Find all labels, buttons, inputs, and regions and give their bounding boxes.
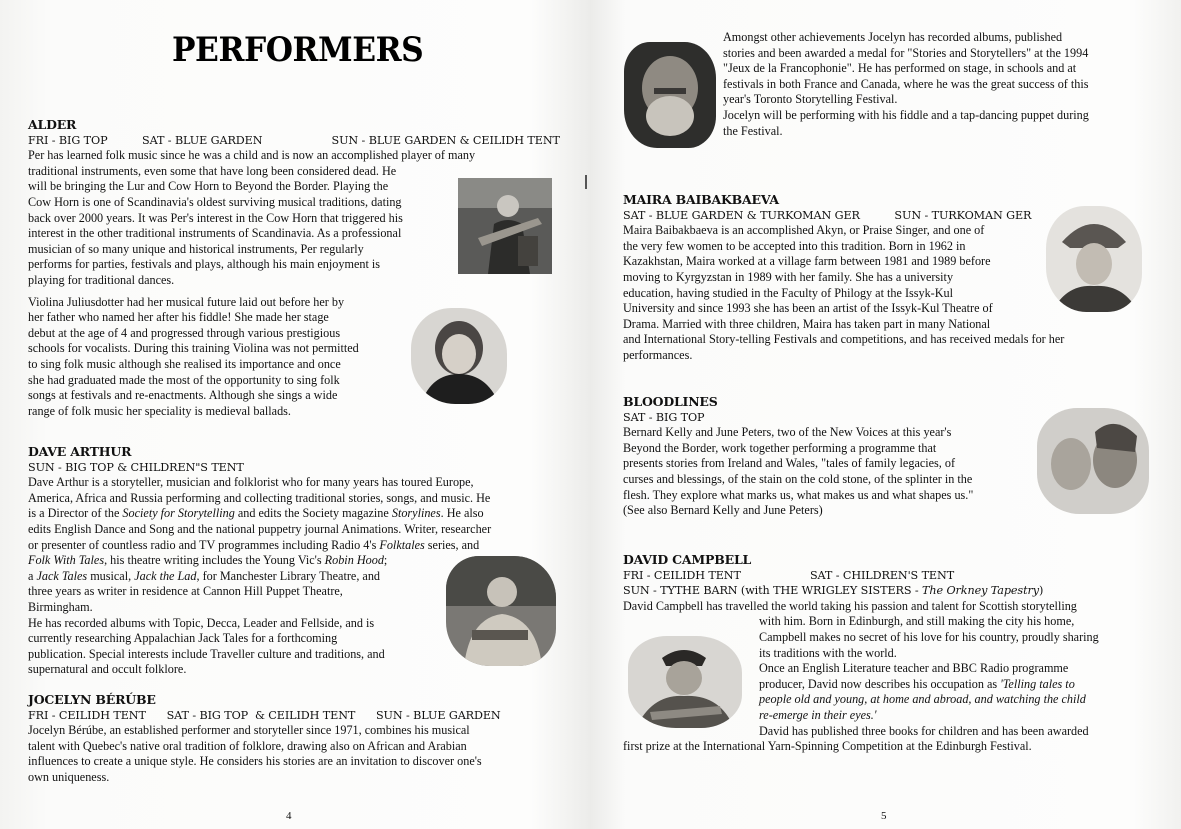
right-page (590, 0, 1181, 829)
performer-name: ALDER (28, 117, 77, 132)
performer-schedule: SAT - BIG TOP (623, 410, 705, 424)
performer-schedule: SUN - TYTHE BARN (with THE WRIGLEY SISTERS - The Orkney Tapestry) (623, 584, 1044, 598)
page-number-right: 5 (881, 810, 887, 822)
left-page (0, 0, 590, 829)
david-campbell-photo (628, 636, 742, 728)
entry-bloodlines (623, 394, 1023, 519)
performer-schedule: FRI - CEILIDH TENT SAT - CHILDREN'S TENT (623, 568, 955, 582)
performer-bio: Jocelyn Bérúbe, an established performer and storyteller since 1971, combines his musical talent with Quebec's native oral tradition of folklore, drawing also on African and Arabian influences to create a unique style. He considers his stories are an invitation to discover one's own uniqueness. (28, 723, 482, 784)
performer-schedule: SUN - BIG TOP & CHILDREN"S TENT (28, 460, 244, 474)
performer-name: JOCELYN BÉRÚBE (28, 692, 156, 707)
maira-portrait-photo (1046, 206, 1142, 312)
jocelyn-bio-continued: Amongst other achievements Jocelyn has recorded albums, published stories and been awarded a medal for "Stories and Storytellers" at the 1994 "Jeux de la Francophonie". He has performed on stage, in schools and at festivals in both France and Canada, where he was the great success of this year's Toronto Storytelling Festival. Jocelyn will be performing with his fiddle and a tap-dancing puppet during the Festival. (723, 30, 1089, 138)
bloodlines-duo-photo (1037, 408, 1149, 514)
performer-bio: Bernard Kelly and June Peters, two of the New Voices at this year's Beyond the Border, work together performing a programme that presents stories from Ireland and Wales, "tales of family legacies, of curses and blessings, of the stain on the cold stone, of the splinter in the flesh. They explore what marks us, what makes us and what shapes us." (See also Bernard Kelly and June Peters) (623, 425, 974, 518)
binding-mark (585, 175, 587, 189)
performer-bio: Violina Juliusdotter had her musical future laid out before her by her father who named her after his fiddle! She made her stage debut at the age of 4 and progressed through various prestigious schools for vocalists. During this training Violina was not permitted to sing folk music although she realised its importance and once she had graduated made the most of the opportunity to sing folk songs at festivals and re-enactments. Although she sings a wide range of folk music her speciality is medieval ballads. (28, 294, 359, 418)
performer-name: MAIRA BAIBAKBAEVA (623, 192, 779, 207)
performer-schedule: FRI - CEILIDH TENT SAT - BIG TOP & CEILIDH TENT SUN - BLUE GARDEN (28, 708, 501, 722)
page-number-left: 4 (286, 810, 292, 822)
alder-musician-photo (458, 178, 552, 274)
jocelyn-portrait-photo (624, 42, 716, 148)
entry-jocelyn-berube (28, 692, 568, 786)
dave-arthur-photo (446, 556, 556, 666)
performer-name: DAVE ARTHUR (28, 444, 132, 459)
entry-david-campbell: DAVID CAMPBELL FRI - CEILIDH TENT SAT - CHILDREN'S TENT SUN - TYTHE BARN (with THE WRIGLEY SISTERS - The Orkney Tapestry) David Campbell has travelled the world taking his passion and talent for Scottish storytelling with him. Born in Edinburgh, and still making the city his home, Campbell makes no secret of his love for his country, proudly sharing its traditions with the world. Once an English Literature teacher and BBC Radio programme producer, David now describes his occupation as 'Telling tales to people old and young, at home and abroad, and watching the child re-emerge in their eyes.' David has published three books for children and has been awarded first prize at the International Yarn-Spinning Competition at the Edinburgh Festival. (623, 552, 1173, 755)
violina-portrait-photo (411, 308, 507, 404)
page-title: PERFORMERS (172, 30, 424, 70)
performer-name: BLOODLINES (623, 394, 718, 409)
performer-bio: Per has learned folk music since he was a child and is now an accomplished player of many traditional instruments, even some that have long been considered dead. He will be bringing the Lur and Cow Horn to Beyond the Border. Playing the Cow Horn is one of Scandinavia's oldest surviving musical traditions, dating back over 2000 years. It was Per's interest in the Cow Horn that triggered his interest in the other traditional instruments of Scandinavia. As a professional musician of so many unique and historical instruments, Per regularly performs for parties, festivals and plays, although his main enjoyment is playing for traditional dances. (28, 148, 476, 287)
performer-bio: David Campbell has travelled the world taking his passion and talent for Scottish storytelling (623, 598, 1077, 613)
performer-bio: Dave Arthur is a storyteller, musician and folklorist who for many years has toured Europe, America, Africa and Russia performing and collecting traditional stories, songs, and music. He is a Director of the Society for Storytelling and edits the Society magazine Storylines. He also edits English Dance and Song and the national puppetry journal Animations. Writer, researcher or presenter of countless radio and TV programmes including Radio 4's Folktales series, and Folk With Tales, his theatre writing includes the Young Vic's Robin Hood; a Jack Tales musical, Jack the Lad, for Manchester Library Theatre, and three years as writer in residence at Cannon Hill Puppet Theatre, Birmingham. He has recorded albums with Topic, Decca, Leader and Fellside, and is currently researching Appalachian Jack Tales for a forthcoming publication. Special interests include Traveller culture and traditions, and supernatural and occult folklore. (28, 475, 492, 677)
performer-schedule: SAT - BLUE GARDEN & TURKOMAN GER SUN - TURKOMAN GER (623, 208, 1032, 222)
performer-bio: Maira Baibakbaeva is an accomplished Akyn, or Praise Singer, and one of the very few women to be accepted into this tradition. Born in 1962 in Kazakhstan, Maira worked at a village farm between 1981 and 1989 before moving to Kyrgyzstan in 1989 with her family. She has a university education, having studied in the Faculty of Philogy at the Issyk-Kul University and since 1993 she has been an artist of the Issyk-Kul Theatre of Drama. Married with three children, Maira has taken part in many National and International Story-telling Festivals and competitions, and has received medals for her performances. (623, 223, 1065, 362)
performer-name: DAVID CAMPBELL (623, 552, 752, 567)
performer-schedule: FRI - BIG TOP SAT - BLUE GARDEN SUN - BLUE GARDEN & CEILIDH TENT (28, 133, 560, 147)
